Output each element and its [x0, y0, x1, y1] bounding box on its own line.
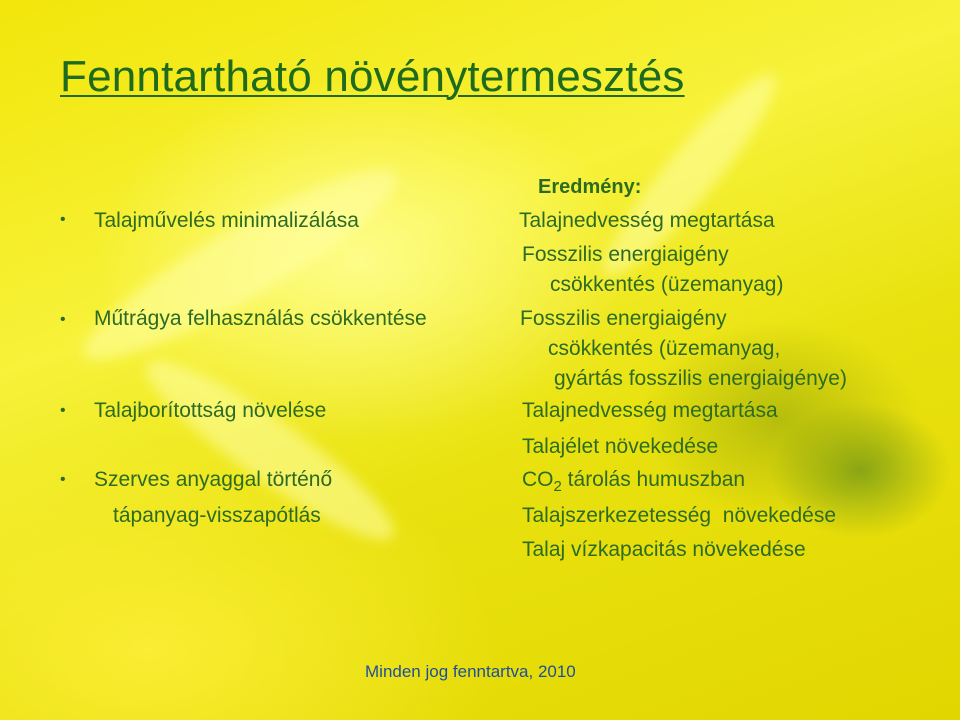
slide-title: Fenntartható növénytermesztés	[60, 52, 685, 101]
result-text: tárolás humuszban	[561, 468, 746, 491]
footer-copyright: Minden jog fenntartva, 2010	[365, 662, 576, 681]
co2-subscript: 2	[553, 478, 562, 495]
result-line: csökkentés (üzemanyag)	[550, 273, 784, 296]
practice-label: tápanyag-visszapótlás	[113, 504, 321, 527]
result-line: Fosszilis energiaigény	[520, 307, 727, 330]
practice-label: Talajművelés minimalizálása	[94, 209, 359, 232]
result-line: Talajnedvesség megtartása	[522, 399, 778, 422]
result-line: Talajnedvesség megtartása	[519, 209, 775, 232]
result-line: Talajszerkezetesség növekedése	[522, 504, 837, 527]
result-line: gyártás fosszilis energiaigénye)	[554, 367, 847, 390]
result-line: csökkentés (üzemanyag,	[548, 337, 781, 360]
bullet-icon: •	[60, 402, 66, 419]
practice-label: Műtrágya felhasználás csökkentése	[94, 307, 427, 330]
petal-highlight	[130, 339, 410, 560]
petal-highlight	[67, 145, 414, 386]
result-line: Talaj vízkapacitás növekedése	[522, 538, 806, 561]
co2-formula: CO	[522, 468, 554, 491]
bullet-icon: •	[60, 211, 66, 228]
result-line: Talajélet növekedése	[522, 435, 719, 458]
result-line: Fosszilis energiaigény	[522, 243, 729, 266]
bullet-icon: •	[60, 311, 66, 328]
bullet-icon: •	[60, 471, 66, 488]
practice-label: Szerves anyaggal történő	[94, 468, 333, 491]
practice-label: Talajborítottság növelése	[94, 399, 327, 422]
result-line	[522, 469, 745, 494]
result-heading: Eredmény:	[538, 176, 642, 198]
